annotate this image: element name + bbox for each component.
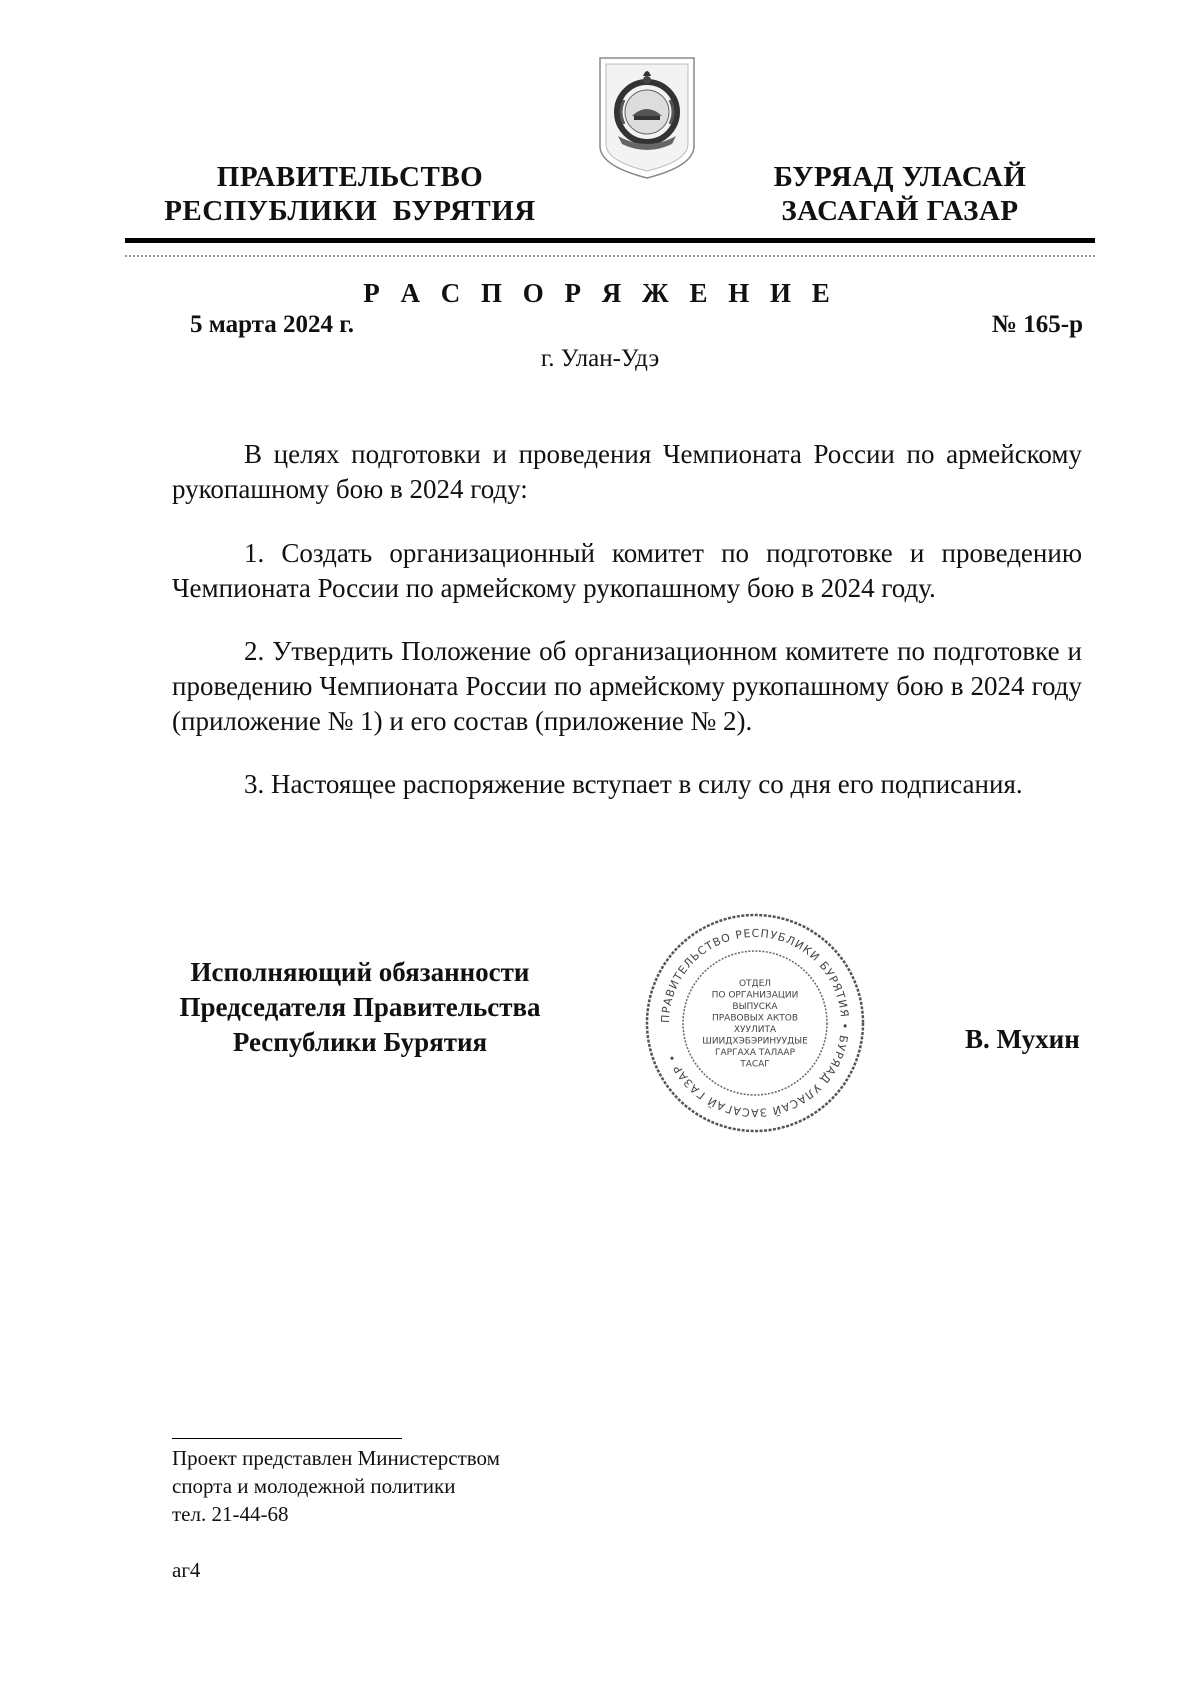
signer-line3: Республики Бурятия: [232, 1027, 488, 1057]
body-intro-text: В целях подготовки и проведения Чемпионата России по армейскому рукопашному бою в 2024 году:: [172, 439, 1082, 504]
header-right-line1: БУРЯАД УЛАСАЙ: [773, 161, 1027, 193]
seal-inner-line: ВЫПУСКА: [732, 1002, 778, 1012]
document-number: № 165-р: [991, 311, 1083, 338]
document-title: Р А С П О Р Я Ж Е Н И Е: [363, 278, 837, 308]
body-item-3: [172, 767, 1082, 802]
footnote-line2: спорта и молодежной политики: [172, 1474, 456, 1498]
header-right-line2: ЗАСАГАЙ ГАЗАР: [781, 195, 1019, 227]
body-item-2-text: 2. Утвердить Положение об организационном комитете по подготовке и проведению Чемпионата России по армейскому рукопашному бою в 2024 году (приложение № 1) и его состав (приложение № 2).: [172, 636, 1082, 736]
signer-position: [160, 955, 560, 1060]
seal-inner-line: ПО ОРГАНИЗАЦИИ: [711, 990, 799, 1001]
footnote-phone: тел. 21-44-68: [172, 1502, 289, 1526]
republic-emblem-icon: [596, 54, 698, 182]
body-item-1-text: 1. Создать организационный комитет по подготовке и проведению Чемпионата России по армейскому рукопашному бою в 2024 году.: [172, 538, 1082, 603]
seal-inner-line: ПРАВОВЫХ АКТОВ: [711, 1013, 799, 1024]
header-divider-thick: [125, 238, 1095, 243]
header-government-ru: [150, 160, 550, 228]
seal-inner-line: ТАСАГ: [740, 1059, 770, 1070]
header-left-line2: РЕСПУБЛИКИ БУРЯТИЯ: [164, 195, 536, 227]
seal-ring-text: ПРАВИТЕЛЬСТВО РЕСПУБЛИКИ БУРЯТИЯ • БУРЯАД УЛАСАЙ ЗАСАГАЙ ГАЗАР •: [658, 926, 852, 1120]
body-intro: [172, 437, 1082, 507]
seal-inner-line: ШИИДХЭБЭРИНУУДЫЕ: [702, 1036, 808, 1047]
seal-inner-line: ГАРГАХА ТАЛААР: [714, 1048, 796, 1058]
signer-name: В. Мухин: [965, 1024, 1080, 1054]
seal-inner-line: ХУУЛИТА: [733, 1025, 777, 1035]
footnote-line1: Проект представлен Министерством: [172, 1446, 500, 1470]
footnote: [172, 1444, 500, 1528]
header-government-bua: [735, 160, 1065, 228]
footnote-divider: [172, 1438, 402, 1439]
body-item-2: [172, 634, 1082, 739]
header-divider-thin: [125, 255, 1095, 257]
document-code: аг4: [172, 1558, 201, 1582]
document-city: г. Улан-Удэ: [540, 345, 660, 372]
seal-inner-line: ОТДЕЛ: [738, 979, 772, 989]
document-date: 5 марта 2024 г.: [190, 311, 355, 338]
official-seal-icon: [640, 908, 870, 1138]
header-left-line1: ПРАВИТЕЛЬСТВО: [216, 161, 484, 193]
body-item-1: [172, 536, 1082, 606]
signer-line1: Исполняющий обязанности: [190, 957, 530, 987]
body-item-3-text: 3. Настоящее распоряжение вступает в силу со дня его подписания.: [244, 769, 1023, 799]
signer-line2: Председателя Правительства: [179, 992, 541, 1022]
